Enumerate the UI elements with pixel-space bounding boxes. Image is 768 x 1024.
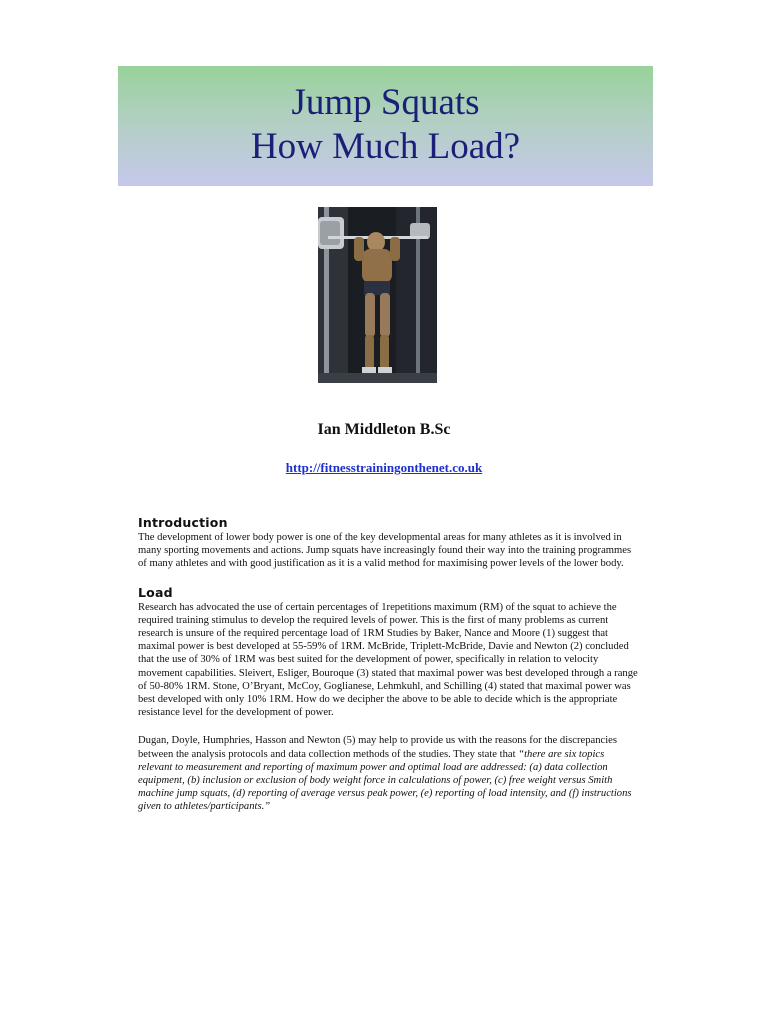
title-line-2: How Much Load? [250,126,521,167]
load-heading: Load [138,584,173,600]
title-line-1: Jump Squats [291,82,480,123]
load-paragraph-1: Research has advocated the use of certain percentages of 1repetitions maximum (RM) of the squat to achieve the required training stimulus to develop the required levels of power. This is the first of many problems as current research is unsure of the required percentage load of 1RM Studies by Baker, Nance and Moore (1) suggest that maximal power is best developed at 55-59% of 1RM. McBride, Triplett-McBride, Davie and Newton (2) concluded that the use of 30% of 1RM was best suited for the development of power, specifically in relation to velocity movement capabilities. Sleivert, Esliger, Bouroque (3) stated that maximal power was best developed through a range of 50-80% 1RM. Stone, O’Bryant, McCoy, Goglianese, Lehmkuhl, and Schilling (4) stated that maximal power was best developed with only 10% 1RM. How do we decipher the above to be able to decide which is the appropriate resistance level for the development of power. [138,601,638,719]
article-body [138,514,638,814]
athlete-squat-illustration [318,207,437,383]
load-paragraph-2-quote: “there are six topics relevant to measurement and reporting of maximum power and optimal load are addressed: (a) data collection equipment, (b) inclusion or exclusion of body weight force in calculations of power, (c) free weight versus Smith machine jump squats, (d) reporting of average versus peak power, (e) reporting of load intensity, and (f) instructions given to athletes/participants.” [138,748,632,813]
website-line [0,460,768,476]
athlete-squat-photo [318,207,437,383]
introduction-text: The development of lower body power is one of the key developmental areas for many athletes as it is involved in many sporting movements and actions. Jump squats have increasingly found their way into the training programmes of many athletes and with good justification as it is a valid method for maximising power levels of the lower body. [138,532,632,570]
load-paragraph-2-intro: Dugan, Doyle, Humphries, Hasson and Newton (5) may help to provide us with the reasons for the discrepancies between the analysis protocols and data collection methods of the studies. They state that [138,735,617,760]
load-paragraph-2 [138,734,638,813]
title-banner [118,66,653,186]
author-name: Ian Middleton B.Sc [317,421,451,438]
website-link[interactable]: http://fitnesstrainingonthenet.co.uk [285,460,483,475]
introduction-heading: Introduction [138,515,228,530]
